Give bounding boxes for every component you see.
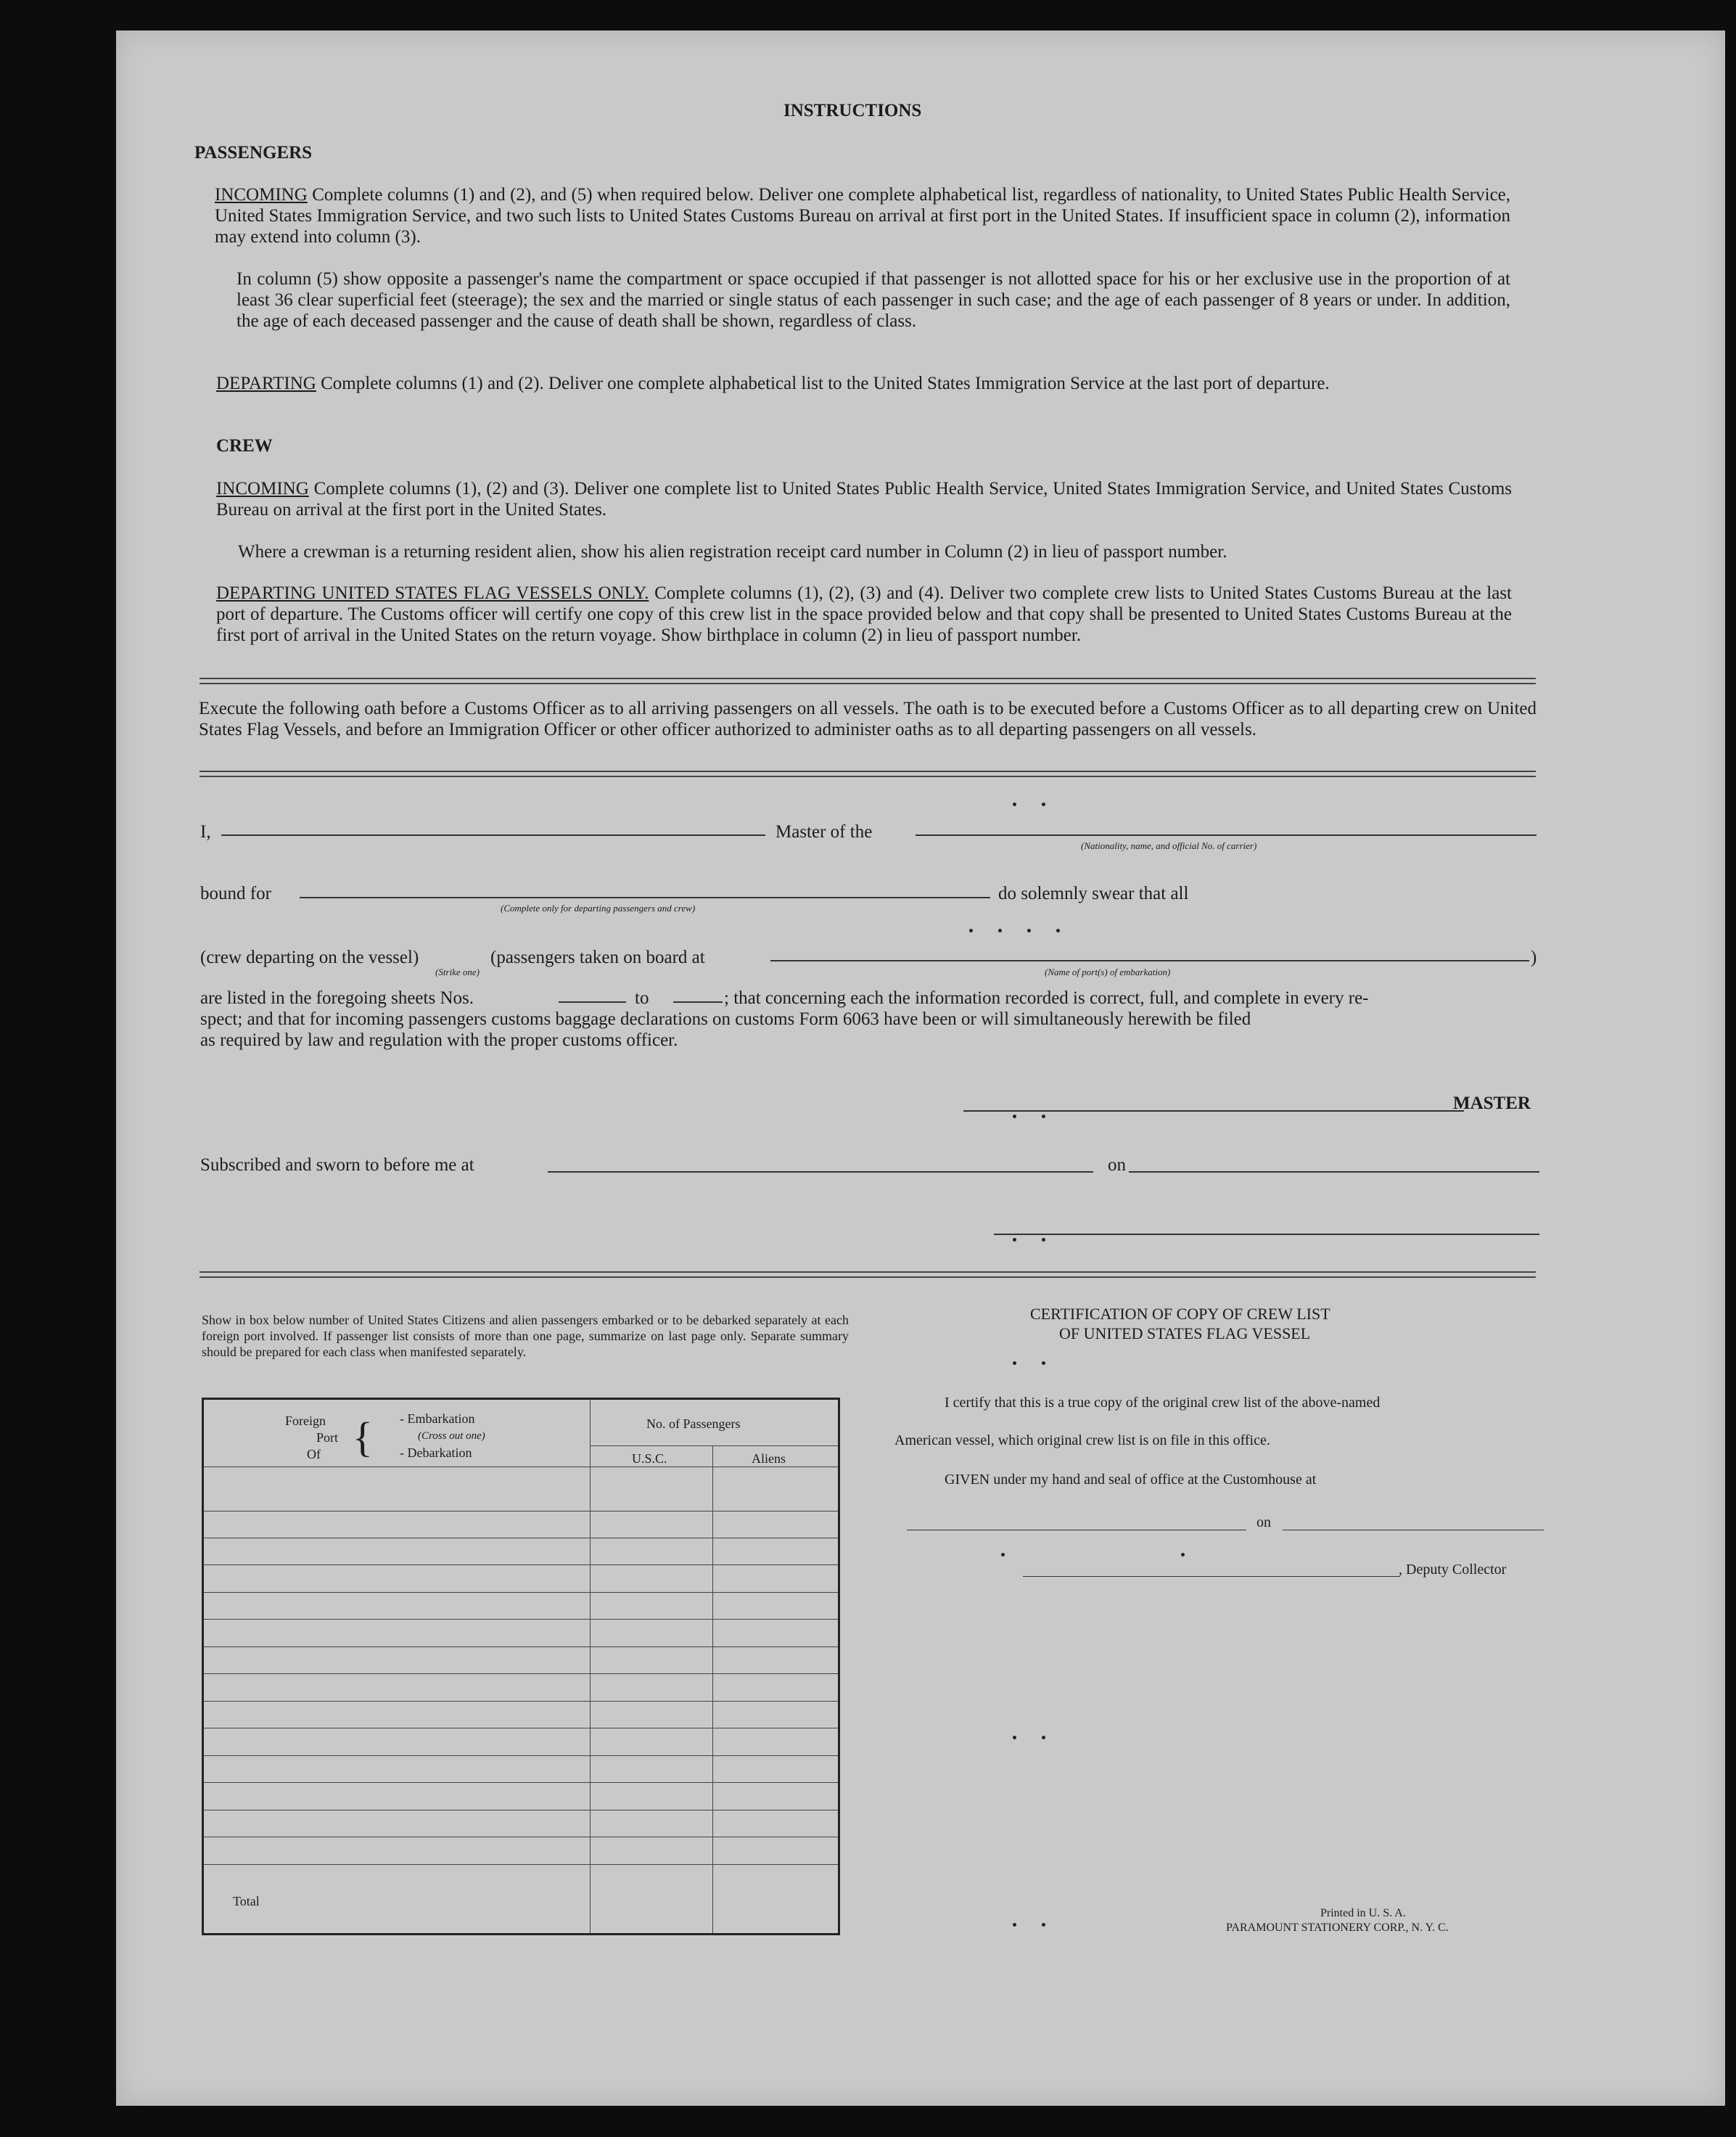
scan-speck <box>1001 1553 1005 1556</box>
subscribed-label: Subscribed and sworn to before me at <box>200 1155 474 1175</box>
crew-incoming-label: INCOMING <box>216 479 309 499</box>
scan-speck <box>1042 803 1045 806</box>
oath-intro: Execute the following oath before a Customs Officer as to all arriving passengers on all vessels. The oath is to be executed before a Customs Officer as to all departing crew on United States Flag Vessels, and before an Immigration Officer or other officer authorized to administer oaths as to all departing passengers on all vessels. <box>199 699 1537 739</box>
table-row <box>204 1619 838 1620</box>
departing-us-flag-paragraph <box>216 583 1512 646</box>
divider <box>199 1271 1536 1278</box>
brace-icon: { <box>353 1414 373 1461</box>
passengers-incoming-label: INCOMING <box>215 185 308 205</box>
table-row <box>204 1673 838 1674</box>
sheet-to-field[interactable] <box>673 1001 723 1003</box>
printer-name: PARAMOUNT STATIONERY CORP., N. Y. C. <box>1226 1921 1449 1934</box>
embarkation-port-field[interactable] <box>770 960 1529 961</box>
passengers-departing-text: Complete columns (1) and (2). Deliver one complete alphabetical list to the United States Immigration Service at the last port of departure. <box>321 374 1330 393</box>
summary-note: Show in box below number of United States Citizens and alien passengers embarked or to be debarked separately at each foreign port involved. If passenger list consists of more than one page, summarize on last page only. Separate summary should be prepared for each class when manifested separately. <box>202 1313 849 1359</box>
bound-for-label: bound for <box>200 884 271 903</box>
deputy-collector-label: , Deputy Collector <box>1399 1562 1507 1578</box>
passengers-departing-paragraph <box>216 373 1510 394</box>
scan-speck <box>1056 929 1060 932</box>
scan-speck <box>1013 1923 1016 1927</box>
table-row <box>204 1701 838 1702</box>
no-passengers-header: No. of Passengers <box>646 1416 741 1431</box>
scan-speck <box>1042 1736 1045 1739</box>
sworn-place-field[interactable] <box>548 1171 1093 1173</box>
oath-i-label: I, <box>200 822 211 842</box>
table-row <box>204 1782 838 1783</box>
certification-title-2: OF UNITED STATES FLAG VESSEL <box>1059 1324 1311 1342</box>
bound-for-field[interactable] <box>300 897 990 898</box>
passengers-incoming-paragraph <box>215 184 1510 247</box>
officer-signature-field[interactable] <box>994 1234 1539 1235</box>
total-label: Total <box>233 1894 260 1908</box>
departing-us-flag-label: DEPARTING UNITED STATES FLAG VESSELS ONLY. <box>216 583 649 603</box>
sworn-on-label: on <box>1108 1155 1126 1175</box>
crewman-paragraph: Where a crewman is a returning resident alien, show his alien registration receipt card number in Column (2) in lieu of passport number. <box>238 542 1227 562</box>
carrier-field[interactable] <box>916 834 1537 836</box>
swear-label: do solemnly swear that all <box>998 884 1189 903</box>
listed-text-d: as required by law and regulation with the proper customs officer. <box>200 1030 678 1050</box>
table-row <box>204 1646 838 1647</box>
passengers-taken-option: (passengers taken on board at <box>490 948 705 967</box>
table-column-divider <box>712 1445 713 1933</box>
scan-speck <box>1042 1361 1045 1365</box>
port-label: Port <box>316 1430 339 1445</box>
deputy-signature-field[interactable] <box>1023 1576 1400 1577</box>
instructions-title: INSTRUCTIONS <box>783 101 922 120</box>
table-header-divider <box>590 1445 838 1446</box>
listed-text-a: are listed in the foregoing sheets Nos. <box>200 988 474 1008</box>
column5-paragraph: In column (5) show opposite a passenger's name the compartment or space occupied if that passenger is not allotted space for his or her exclusive use in the proportion of at least 36 clear superficial feet (steerage); the sex and the married or single status of each passenger in such case; and the age of each passenger of 8 years or under. In addition, the age of each deceased passenger and the cause of death shall be shown, regardless of class. <box>236 269 1510 331</box>
table-row <box>204 1755 838 1756</box>
crew-heading: CREW <box>216 436 273 456</box>
master-label: MASTER <box>1453 1094 1531 1113</box>
scan-speck <box>998 929 1002 932</box>
passengers-incoming-text: Complete columns (1) and (2), and (5) when required below. Deliver one complete alphabetical list, regardless of nationality, to United States Public Health Service, United States Immigration Service, and two such lists to United States Customs Bureau on arrival at first port in the United States. If insufficient space in column (2), information may extend into column (3). <box>215 185 1511 247</box>
certify-on-label: on <box>1256 1514 1271 1530</box>
crew-incoming-text: Complete columns (1), (2) and (3). Deliver one complete list to United States Public Health Service, United States Immigration Service, and United States Customs Bureau on arrival at the first port in the United States. <box>216 479 1512 520</box>
master-signature-field[interactable] <box>963 1110 1464 1112</box>
table-row <box>204 1592 838 1593</box>
of-label: Of <box>307 1447 321 1461</box>
passengers-heading: PASSENGERS <box>194 143 313 163</box>
given-text: GIVEN under my hand and seal of office at the Customhouse at <box>945 1472 1317 1488</box>
embarkation-label: - Embarkation <box>400 1411 475 1426</box>
foreign-label: Foreign <box>285 1414 326 1428</box>
bound-for-caption: (Complete only for departing passengers and crew) <box>501 903 696 914</box>
master-of-label: Master of the <box>776 822 873 842</box>
table-row <box>204 1864 838 1865</box>
divider <box>199 678 1536 684</box>
scan-speck <box>1013 1238 1016 1242</box>
scan-speck <box>1042 1115 1045 1118</box>
crew-departing-option: (crew departing on the vessel) <box>200 948 419 967</box>
listed-text-b: ; that concerning each the information recorded is correct, full, and complete in every re- <box>724 988 1369 1008</box>
certify-text-1: I certify that this is a true copy of the original crew list of the above-named <box>945 1395 1381 1411</box>
scan-speck <box>1042 1238 1045 1242</box>
certify-text-2: American vessel, which original crew list is on file in this office. <box>894 1432 1270 1448</box>
scan-speck <box>1181 1553 1185 1556</box>
table-row <box>204 1511 838 1512</box>
scan-speck <box>1013 803 1016 806</box>
scan-speck <box>1013 1115 1016 1118</box>
passenger-summary-table <box>202 1398 840 1935</box>
cross-out-caption: (Cross out one) <box>418 1430 485 1442</box>
printed-in-usa: Printed in U. S. A. <box>1320 1907 1406 1919</box>
scan-speck <box>1027 929 1031 932</box>
departing-us-flag-text: Complete columns (1), (2), (3) and (4). Deliver two complete crew lists to United States Customs Bureau at the last port of departure. The Customs officer will certify one copy of this crew list in the space provided below and that copy shall be presented to United States Customs Bureau at the first port of arrival in the United States on the return voyage. Show birthplace in column (2) in lieu of passport number. <box>216 583 1512 645</box>
table-row <box>204 1564 838 1565</box>
listed-to-label: to <box>635 988 649 1008</box>
scan-speck <box>1013 1361 1016 1365</box>
certification-title-1: CERTIFICATION OF COPY OF CREW LIST <box>1030 1305 1330 1323</box>
scan-speck <box>1042 1923 1045 1927</box>
crew-incoming-paragraph <box>216 478 1512 520</box>
passengers-departing-label: DEPARTING <box>216 374 316 393</box>
sheet-from-field[interactable] <box>559 1001 626 1003</box>
scan-speck <box>1013 1736 1016 1739</box>
strike-one-caption: (Strike one) <box>435 967 480 977</box>
carrier-caption: (Nationality, name, and official No. of carrier) <box>1081 840 1257 851</box>
sworn-date-field[interactable] <box>1129 1171 1539 1173</box>
debarkation-label: - Debarkation <box>400 1445 472 1460</box>
aliens-header: Aliens <box>752 1451 786 1466</box>
table-column-divider <box>590 1400 591 1933</box>
usc-header: U.S.C. <box>632 1451 667 1466</box>
scan-speck <box>969 929 973 932</box>
close-paren: ) <box>1531 948 1537 967</box>
listed-text-c: spect; and that for incoming passengers customs baggage declarations on customs Form 6063 have been or will simultaneously herewith be filed <box>200 1009 1251 1029</box>
embarkation-caption: (Name of port(s) of embarkation) <box>1045 967 1171 977</box>
divider <box>199 771 1536 777</box>
master-name-field[interactable] <box>221 834 765 836</box>
